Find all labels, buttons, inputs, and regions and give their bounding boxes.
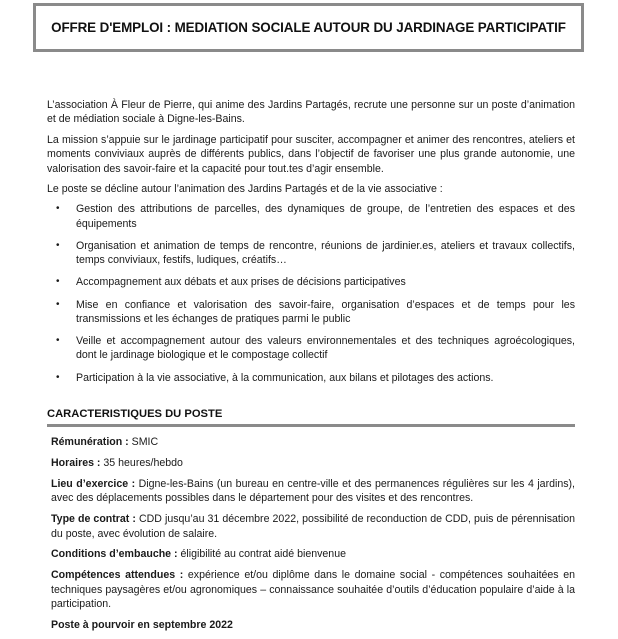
task-item: • Participation à la vie associative, à la communication, aux bilans et pilotages des actions. — [56, 371, 494, 384]
characteristic-hours: Horaires : 35 heures/hebdo — [51, 457, 183, 470]
characteristic-remuneration: Rémunération : SMIC — [51, 436, 159, 449]
availability: Poste à pourvoir en septembre 2022 — [51, 618, 233, 631]
task-item: • Accompagnement aux débats et aux prises de décisions participatives — [56, 276, 406, 289]
characteristics — [47, 435, 575, 632]
bullet-icon: • — [56, 276, 60, 288]
section-heading: CARACTERISTIQUES DU POSTE — [47, 407, 575, 427]
bullet-icon: • — [56, 335, 60, 347]
task-item: • Organisation et animation de temps de rencontre, réunions de jardinier.es, ateliers et travaux collectifs, temps conviviaux, festifs, ludiques, créatifs… — [56, 239, 575, 267]
task-item: • Veille et accompagnement autour des valeurs environnementales et des techniques agroécologiques, dont le jardinage biologique et le compostage collectif — [56, 335, 575, 362]
bullet-icon: • — [56, 239, 60, 251]
tasks-intro: Le poste se décline autour l’animation des Jardins Partagés et de la vie associative : — [47, 183, 443, 196]
task-item: • Mise en confiance et valorisation des savoir-faire, organisation d’espaces et de temps pour les transmissions et les échanges de pratiques parmi le public — [56, 298, 575, 325]
characteristic-location: Lieu d’exercice : Digne-les-Bains (un bureau en centre-ville et des permanences régulières sur les 4 jardins), avec des déplacements possibles dans le département pour des visites et des rencontres. — [51, 477, 575, 505]
characteristic-skills: Compétences attendues : expérience et/ou diplôme dans le domaine social - compétences souhaitées en techniques paysagères et/ou agronomiques – connaissance souhaitée d’outils d’éducation populaire d’aide à la participation. — [51, 569, 575, 610]
document-body — [47, 98, 575, 639]
mission-paragraph: La mission s’appuie sur le jardinage participatif pour susciter, accompagner et animer des rencontres, ateliers et moments conviviaux auprès de différents publics, dans l’objectif de favoriser une plus grande autonomie, une valorisation des savoir-faire et la capacité pour tout.tes d’agir ensemble. — [47, 133, 575, 175]
task-item: • Gestion des attributions de parcelles, des dynamiques de groupe, de l’entretien des espaces et des équipements — [56, 203, 575, 230]
bullet-icon: • — [56, 298, 60, 310]
intro-paragraph: L’association À Fleur de Pierre, qui anime des Jardins Partagés, recrute une personne sur un poste d’animation et de médiation sociale à Digne-les-Bains. — [47, 99, 575, 126]
characteristic-conditions: Conditions d’embauche : éligibilité au contrat aidé bienvenue — [51, 548, 346, 561]
characteristic-contract: Type de contrat : CDD jusqu’au 31 décembre 2022, possibilité de reconduction de CDD, puis de pérennisation du poste, avec évolution de salaire. — [51, 513, 575, 540]
bullet-icon: • — [56, 371, 60, 383]
task-list — [47, 202, 575, 385]
page-title: OFFRE D'EMPLOI : MEDIATION SOCIALE AUTOUR DU JARDINAGE PARTICIPATIF — [51, 20, 566, 35]
title-box — [33, 3, 584, 52]
bullet-icon: • — [56, 203, 60, 215]
